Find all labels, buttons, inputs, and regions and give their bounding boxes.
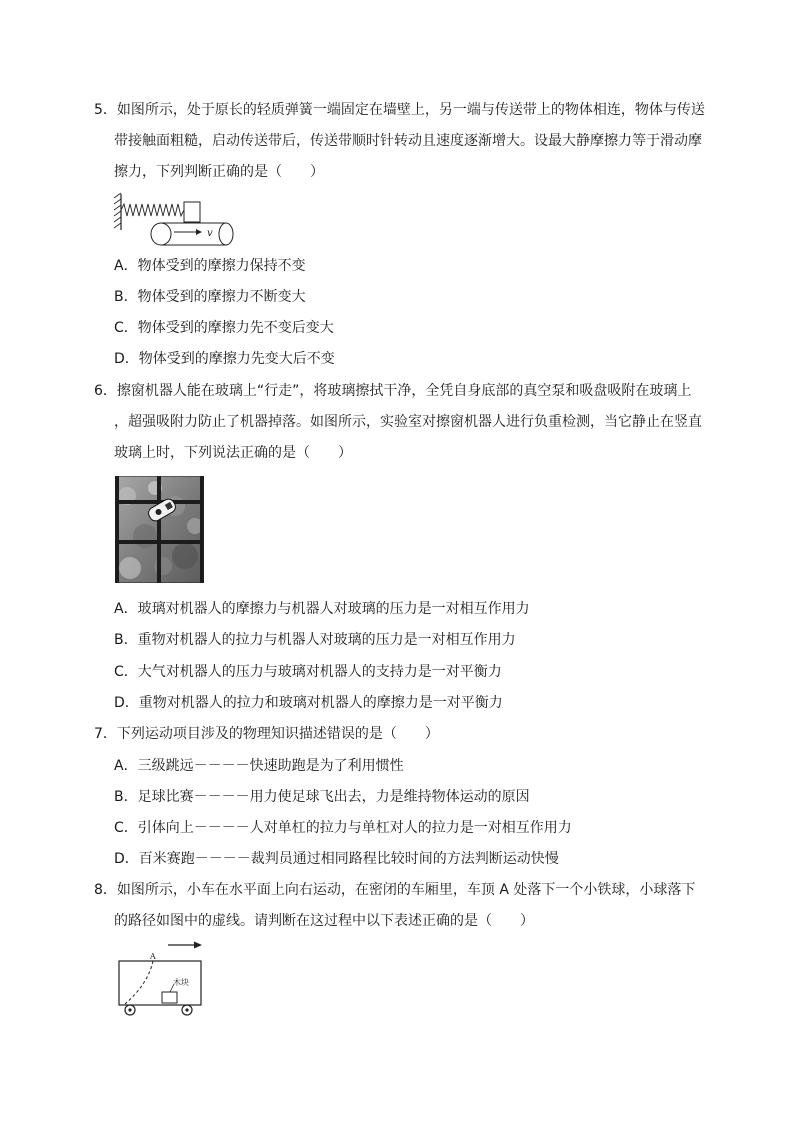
q7-stem-line-1: 7．下列运动项目涉及的物理知识描述错误的是（ ）	[94, 726, 439, 742]
q7-option-d: D．百米赛跑－－－－裁判员通过相同路程比较时间的方法判断运动快慢	[114, 851, 559, 867]
q5-option-d: D．物体受到的摩擦力先变大后不变	[114, 351, 335, 367]
q6-option-d: D．重物对机器人的拉力和玻璃对机器人的摩擦力是一对平衡力	[114, 695, 503, 711]
q6-option-c: C．大气对机器人的压力与玻璃对机器人的支持力是一对平衡力	[114, 664, 502, 680]
velocity-label: v	[207, 228, 213, 239]
wood-block-label: 木块	[173, 978, 189, 987]
conveyor-belt	[151, 223, 233, 245]
q6-stem-line-3: 玻璃上时，下列说法正确的是（ ）	[114, 445, 352, 461]
q7-option-b: B．足球比赛－－－－用力使足球飞出去，力是维持物体运动的原因	[114, 789, 530, 805]
block	[184, 202, 200, 222]
wood-block	[162, 992, 177, 1003]
q8-stem-line-2: 的路径如图中的虚线。请判断在这过程中以下表述正确的是（ ）	[114, 913, 534, 929]
q5-stem-line-2: 带接触面粗糙，启动传送带后，传送带顺时针转动且速度逐渐增大。设最大静摩擦力等于滑动摩	[114, 133, 702, 149]
motion-arrow	[168, 942, 202, 949]
q5-option-b: B．物体受到的摩擦力不断变大	[114, 289, 306, 305]
wall-hatch	[114, 193, 121, 230]
q5-option-a: A．物体受到的摩擦力保持不变	[114, 258, 306, 274]
q8-cart-figure	[112, 938, 204, 1018]
q6-stem-line-1: 6．擦窗机器人能在玻璃上“行走”，将玻璃擦拭干净，全凭自身底部的真空泵和吸盘吸附在玻璃上	[94, 383, 692, 399]
q5-stem-line-3: 擦力，下列判断正确的是（ ）	[114, 164, 324, 180]
velocity-arrow	[174, 229, 202, 235]
q6-robot-photo	[115, 476, 204, 583]
q8-stem-line-1: 8．如图所示，小车在水平面上向右运动，在密闭的车厢里，车顶 A 处落下一个小铁球，小球落下	[94, 882, 696, 898]
q6-stem-line-2: ，超强吸附力防止了机器掉落。如图所示，实验室对擦窗机器人进行负重检测，当它静止在竖直	[114, 414, 702, 430]
q6-option-a: A．玻璃对机器人的摩擦力与机器人对玻璃的压力是一对相互作用力	[114, 601, 530, 617]
q5-conveyor-figure	[112, 192, 240, 250]
q5-option-c: C．物体受到的摩擦力先不变后变大	[114, 320, 334, 336]
q6-option-b: B．重物对机器人的拉力与机器人对玻璃的压力是一对相互作用力	[114, 632, 516, 648]
q7-option-a: A．三级跳远－－－－快速助跑是为了利用惯性	[114, 758, 404, 774]
cart-wheels	[125, 1005, 192, 1015]
spring	[121, 204, 184, 216]
point-a-label: A	[150, 952, 156, 961]
q5-stem-line-1: 5．如图所示，处于原长的轻质弹簧一端固定在墙壁上，另一端与传送带上的物体相连，物体与传送	[94, 102, 705, 118]
q7-option-c: C．引体向上－－－－人对单杠的拉力与单杠对人的拉力是一对相互作用力	[114, 820, 572, 836]
